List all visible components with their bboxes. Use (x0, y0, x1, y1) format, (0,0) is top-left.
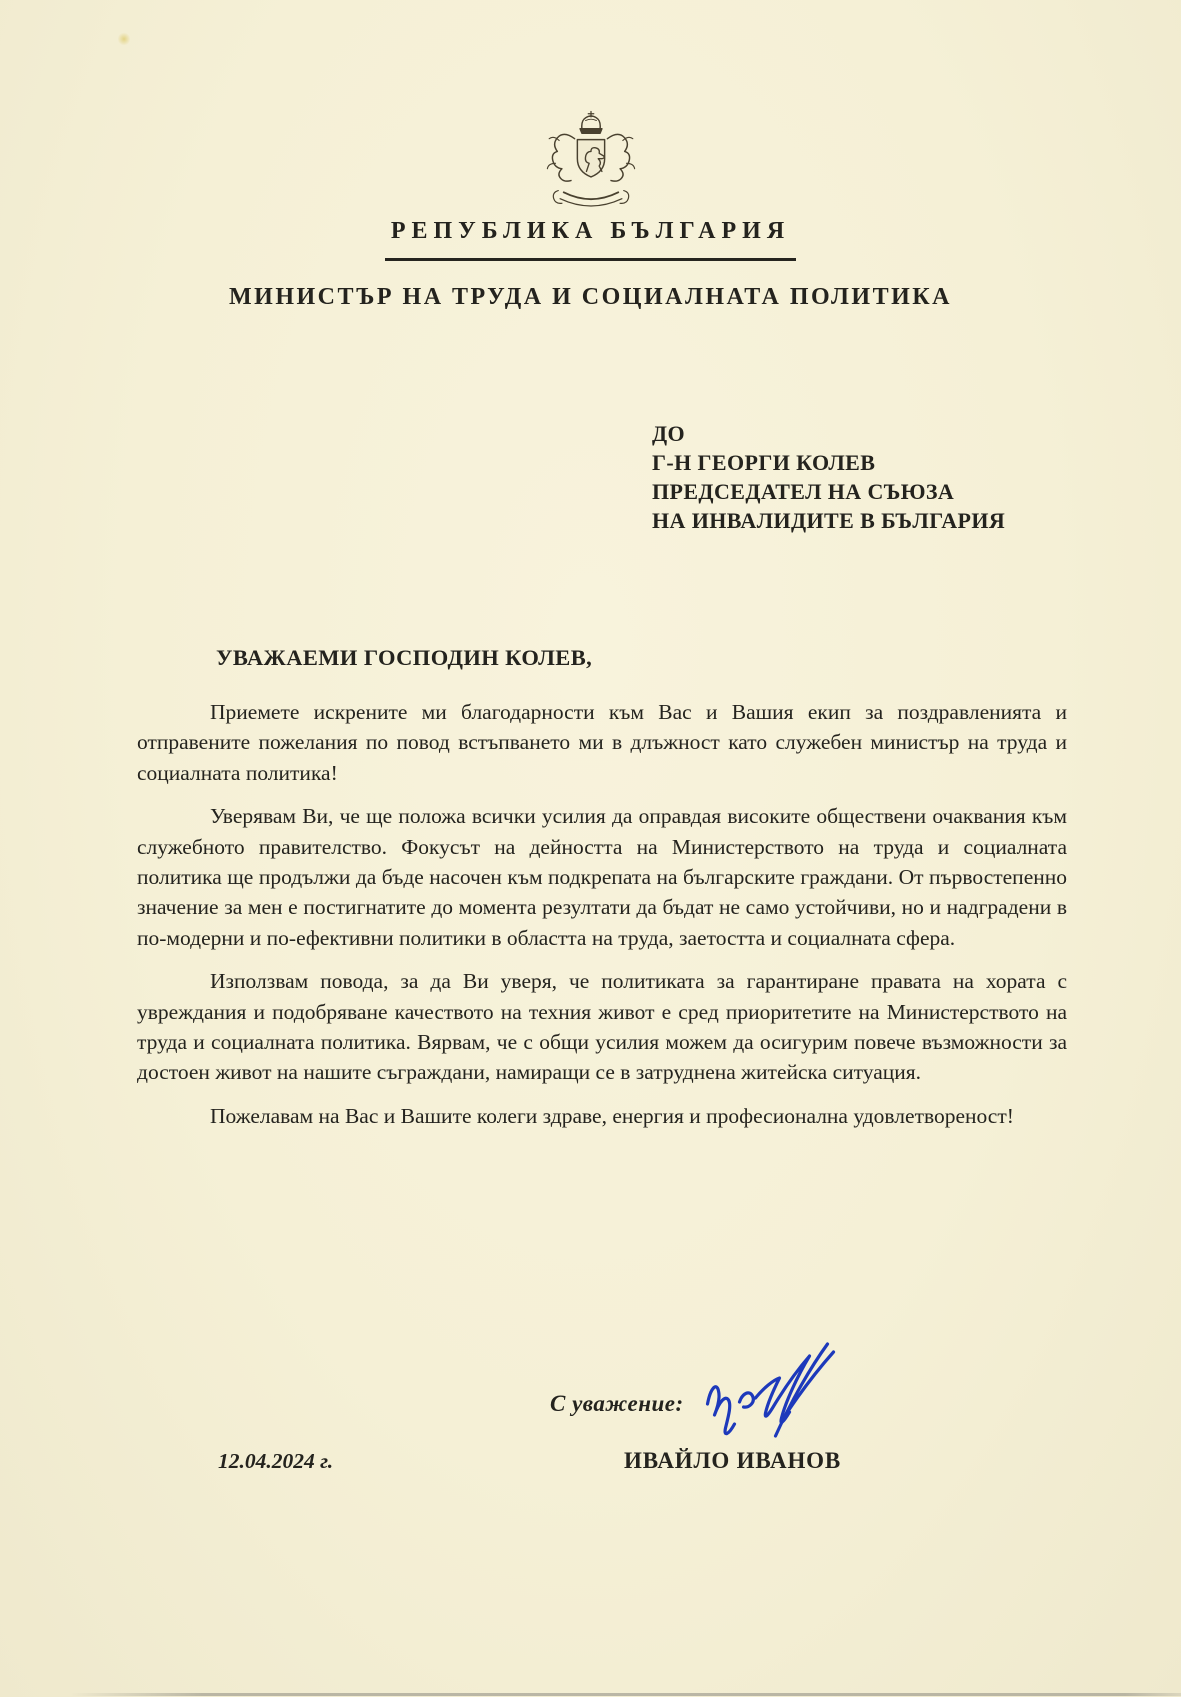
bulgarian-coat-of-arms-icon (531, 108, 651, 224)
paragraph-2: Уверявам Ви, че ще положа всички усилия да оправдая високите обществени очаквания към служебното правителство. Фокусът на дейността на Министерството на труда и социалната политика ще продължи да бъде насочен към подкрепата на българските граждани. От първостепенно значение за мен е постигнатите до момента резултати да бъдат не само устойчиви, но и надградени в по-модерни и по-ефективни политики в областта на труда, заетостта и социалната сфера. (137, 804, 1067, 950)
scan-edge-artifact (70, 1693, 1181, 1696)
scan-smudge (118, 32, 130, 46)
salutation: УВАЖАЕМИ ГОСПОДИН КОЛЕВ, (216, 645, 593, 670)
recipient-line-title-2: НА ИНВАЛИДИТЕ В БЪЛГАРИЯ (652, 508, 1006, 533)
paragraph-1: Приемете искрените ми благодарности към Вас и Вашия екип за поздравленията и отправените пожелания по повод встъпването ми в длъжност като служебен министър на труда и социалната политика! (137, 700, 1067, 785)
republic-title-text: РЕПУБЛИКА БЪЛГАРИЯ (385, 218, 796, 261)
recipient-line-name: Г-Н ГЕОРГИ КОЛЕВ (652, 450, 876, 475)
paragraph-3: Използвам повода, за да Ви уверя, че политиката за гарантиране правата на хората с увреждания и подобряване качеството на техния живот е сред приоритетите на Министерството на труда и социалната политика. Вярвам, че с общи усилия можем да осигурим повече възможности за достоен живот на нашите съграждани, намиращи се в затруднена житейска ситуация. (137, 969, 1067, 1085)
valediction: С уважение: (550, 1391, 684, 1416)
paragraph-4: Пожелавам на Вас и Вашите колеги здраве, енергия и професионална удовлетвореност! (210, 1103, 1014, 1128)
minister-title: МИНИСТЪР НА ТРУДА И СОЦИАЛНАТА ПОЛИТИКА (229, 284, 952, 310)
signer-name: ИВАЙЛО ИВАНОВ (624, 1448, 841, 1473)
letter-date: 12.04.2024 г. (218, 1449, 334, 1473)
recipient-block (652, 419, 1005, 535)
recipient-line-to: ДО (652, 421, 686, 446)
republic-title (0, 218, 1181, 261)
letter-body (137, 697, 1067, 1144)
signature-icon (698, 1338, 876, 1453)
recipient-line-title-1: ПРЕДСЕДАТЕЛ НА СЪЮЗА (652, 479, 955, 504)
